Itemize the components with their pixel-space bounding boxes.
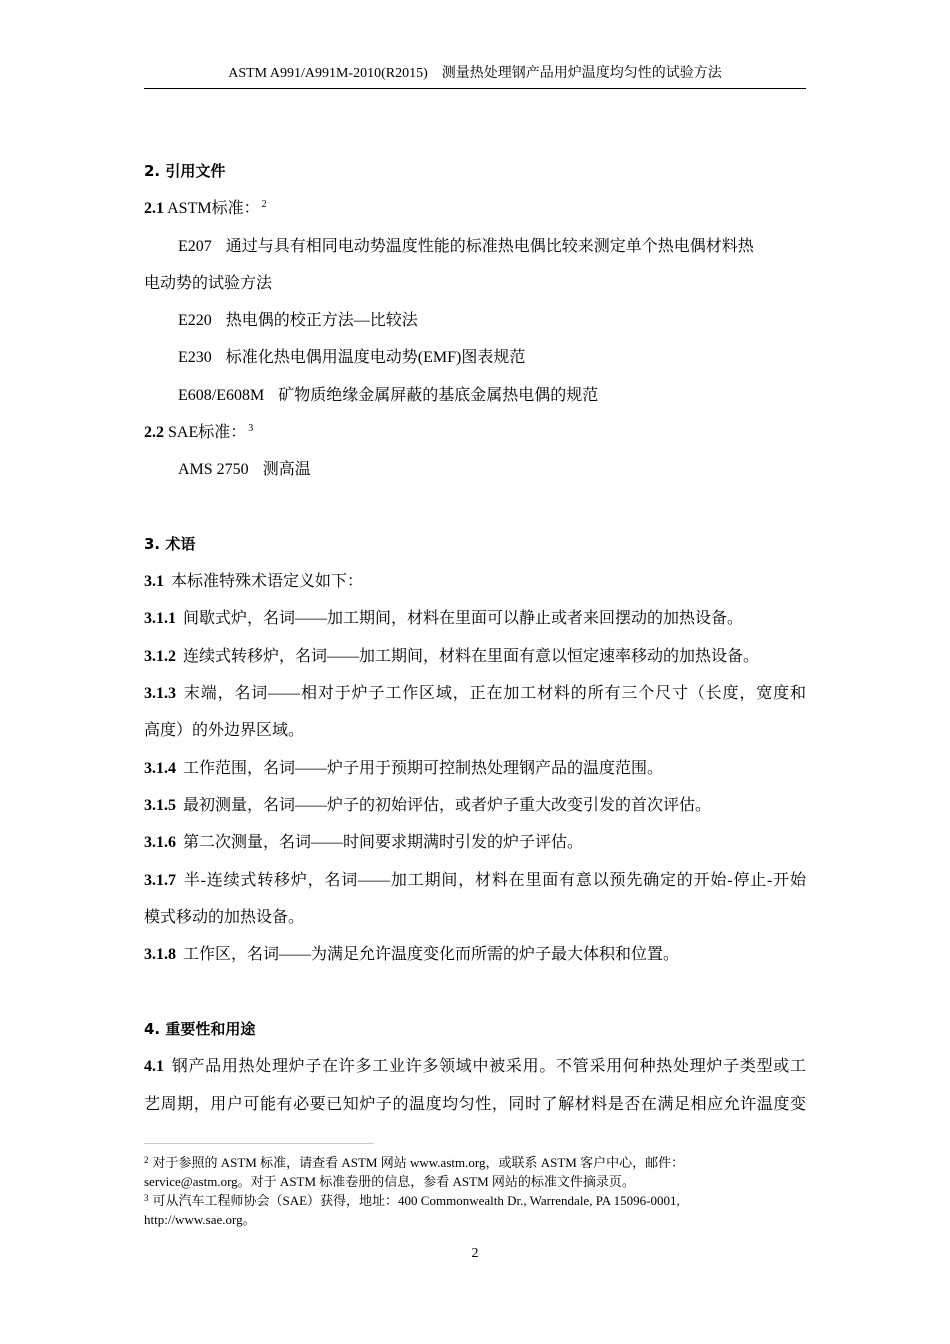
reference-title: 标准化热电偶用温度电动势(EMF)图表规范 — [225, 349, 526, 366]
running-header: ASTM A991/A991M-2010(R2015) 测量热处理钢产品用炉温度均匀性的试验方法 — [228, 66, 722, 81]
header-rule — [144, 88, 806, 89]
term-clause — [144, 862, 806, 899]
footnote-rule — [144, 1143, 374, 1144]
footnote-mark: 2 — [144, 1155, 149, 1165]
term-clause — [144, 600, 806, 637]
reference-item — [144, 228, 840, 265]
clause-continuation: 高度）的外边界区域。 — [144, 722, 305, 739]
reference-title: 热电偶的校正方法—比较法 — [225, 312, 418, 329]
subsection-2-2 — [144, 414, 806, 451]
clause-continuation: 模式移动的加热设备。 — [144, 909, 305, 926]
clause-text: 间歇式炉，名词——加工期间，材料在里面可以静止或者来回摆动的加热设备。 — [183, 610, 744, 627]
reference-code: E207 — [178, 238, 212, 255]
clause-text: 本标准特殊术语定义如下： — [171, 573, 364, 590]
footnote-text: 对于参照的 ASTM 标准，请查看 ASTM 网站 www.astm.org，或联系 ASTM 客户中心，邮件： — [152, 1155, 685, 1170]
footnote-mark: 3 — [144, 1193, 149, 1203]
section-heading: 2. 引用文件 — [144, 162, 226, 180]
clause-text: SAE标准： — [164, 424, 247, 441]
clause-text: 末端，名词——相对于炉子工作区域，正在加工材料的所有三个尺寸（长度，宽度和 — [183, 685, 806, 702]
clause-text: 最初测量，名词——炉子的初始评估，或者炉子重大改变引发的首次评估。 — [183, 797, 712, 814]
clause-text: 钢产品用热处理炉子在许多工业许多领域中被采用。不管采用何种热处理炉子类型或工 — [171, 1058, 806, 1075]
footnote-ref: 2 — [261, 199, 267, 210]
clause-number: 3.1.2 — [144, 648, 176, 665]
term-clause — [144, 787, 806, 824]
footnote-3 — [144, 1191, 806, 1210]
clause-number: 2.2 — [144, 424, 164, 441]
clause-number: 3.1.3 — [144, 685, 176, 702]
reference-code: E220 — [178, 312, 212, 329]
section-heading: 3. 术语 — [144, 535, 196, 553]
term-clause — [144, 750, 806, 787]
subsection-2-1 — [144, 190, 806, 227]
clause-number: 3.1.1 — [144, 610, 176, 627]
reference-code: AMS 2750 — [178, 461, 249, 478]
term-clause — [144, 675, 806, 712]
clause-number: 3.1.6 — [144, 834, 176, 851]
reference-title: 测高温 — [262, 461, 311, 478]
reference-title: 通过与具有相同电动势温度性能的标准热电偶比较来测定单个热电偶材料热 — [225, 238, 754, 255]
reference-item — [144, 302, 840, 339]
footnotes — [144, 1153, 806, 1229]
footnote-ref: 3 — [248, 423, 254, 434]
clause-number: 3.1.8 — [144, 946, 176, 963]
clause-number: 3.1.7 — [144, 872, 176, 889]
clause-number: 3.1 — [144, 573, 164, 590]
page-number: 2 — [471, 1246, 479, 1261]
term-clause — [144, 563, 806, 600]
clause-text: 工作区，名词——为满足允许温度变化而所需的炉子最大体积和位置。 — [183, 946, 680, 963]
reference-title: 矿物质绝缘金属屏蔽的基底金属热电偶的规范 — [278, 387, 599, 404]
reference-item — [144, 339, 840, 376]
term-clause — [144, 824, 806, 861]
footnote-2 — [144, 1153, 806, 1172]
footnote-3-continuation: http://www.sae.org。 — [144, 1212, 256, 1227]
reference-code: E608/E608M — [178, 387, 265, 404]
reference-code: E230 — [178, 349, 212, 366]
section-heading: 4. 重要性和用途 — [144, 1020, 256, 1038]
footnote-2-continuation: service@astm.org。对于 ASTM 标准卷册的信息，参看 ASTM 网站的标准文件摘录页。 — [144, 1174, 635, 1189]
clause-number: 4.1 — [144, 1058, 164, 1075]
reference-item — [144, 377, 840, 414]
clause-text: 工作范围，名词——炉子用于预期可控制热处理钢产品的温度范围。 — [183, 760, 664, 777]
reference-continuation: 电动势的试验方法 — [144, 275, 273, 292]
clause-number: 3.1.4 — [144, 760, 176, 777]
reference-item — [144, 451, 840, 488]
clause-text: 半-连续式转移炉，名词——加工期间，材料在里面有意以预先确定的开始-停止-开始 — [183, 872, 806, 889]
term-clause — [144, 638, 806, 675]
clause-number: 2.1 — [144, 200, 164, 217]
footnote-text: 可从汽车工程师协会（SAE）获得，地址：400 Commonwealth Dr., Warrendale, PA 15096-0001, — [152, 1193, 680, 1208]
clause-text: 连续式转移炉，名词——加工期间，材料在里面有意以恒定速率移动的加热设备。 — [183, 648, 760, 665]
clause-number: 3.1.5 — [144, 797, 176, 814]
term-clause — [144, 936, 806, 973]
body-clause — [144, 1048, 806, 1085]
clause-text: ASTM标准： — [164, 200, 260, 217]
clause-text: 第二次测量，名词——时间要求期满时引发的炉子评估。 — [183, 834, 584, 851]
clause-continuation: 艺周期，用户可能有必要已知炉子的温度均匀性，同时了解材料是否在满足相应允许温度变 — [144, 1096, 806, 1113]
